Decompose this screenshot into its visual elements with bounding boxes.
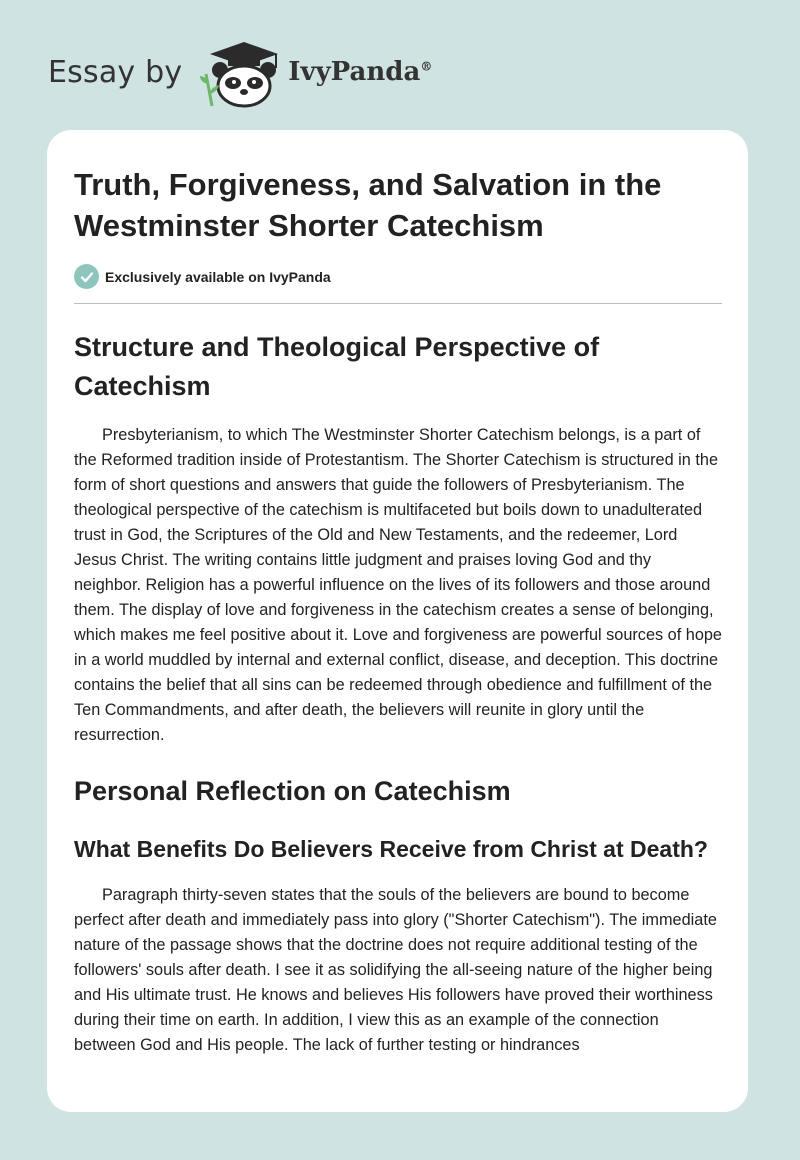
subsection-heading-benefits: What Benefits Do Believers Receive from Christ at Death? [74, 836, 708, 862]
body-paragraph: Paragraph thirty-seven states that the souls of the believers are bound to become perfect after death and immediately pass into glory ("Shorter Catechism"). The immediate nature of the passage shows that the doctrine does not require additional testing of the followers' souls after death. I see it as solidifying the all-seeing nature of the higher being and His ultimate trust. He knows and believes His followers have proved their worthiness during their time on earth. In addition, I view this as an example of the connection between God and His people. The lack of further testing or hindrances [74, 886, 717, 1054]
section-heading-reflection: Personal Reflection on Catechism [74, 776, 511, 806]
badge-label: Exclusively available on IvyPanda [105, 268, 331, 285]
essay-by-label: Essay by [48, 54, 183, 90]
checkmark-icon [74, 264, 99, 289]
page-title: Truth, Forgiveness, and Salvation in the Westminster Shorter Catechism [74, 167, 662, 243]
essay-card [47, 130, 748, 1112]
section-heading-structure: Structure and Theological Perspective of Catechism [74, 332, 600, 401]
divider [74, 303, 722, 304]
brand-name: IvyPanda® [288, 57, 433, 87]
panda-graduation-cap-icon [198, 36, 284, 108]
exclusive-badge [74, 264, 722, 289]
body-paragraph: Presbyterianism, to which The Westminster Shorter Catechism belongs, is a part of the Reformed tradition inside of Protestantism. The Shorter Catechism is structured in the form of short questions and answers that guide the followers of Presbyterianism. The theological perspective of the catechism is multifaceted but boils down to unadulterated trust in God, the Scriptures of the Old and New Testaments, and the redeemer, Lord Jesus Christ. The writing contains little judgment and praises loving God and thy neighbor. Religion has a powerful influence on the lives of its followers and those around them. The display of love and forgiveness in the catechism creates a sense of belonging, which makes me feel positive about it. Love and forgiveness are powerful sources of hope in a world muddled by internal and external conflict, disease, and deception. This doctrine contains the belief that all sins can be redeemed through obedience and fulfillment of the Ten Commandments, and after death, the believers will reunite in glory until the resurrection. [74, 426, 722, 744]
site-header [48, 36, 432, 108]
